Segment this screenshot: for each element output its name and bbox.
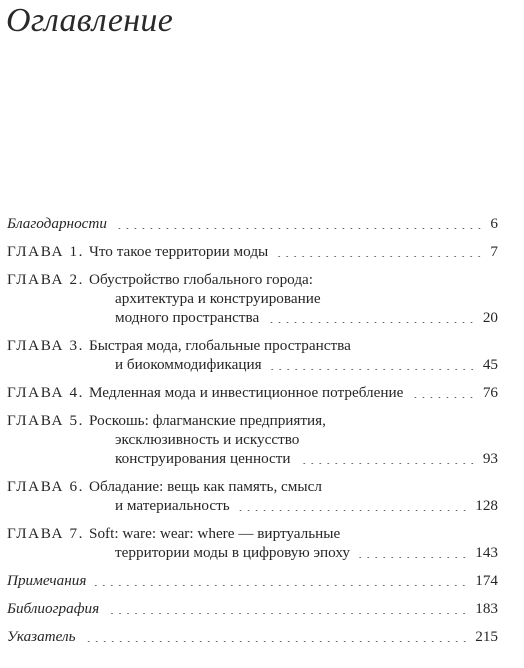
dot-leader [269,369,476,370]
toc-entry-title: Soft: ware: wear: where — виртуальные [89,525,341,542]
dot-leader [106,613,468,614]
toc-page-number: 183 [475,600,498,617]
toc-entry-chapter-4[interactable] [7,383,498,402]
toc-entry-title: Библиография [7,600,100,617]
toc-entry-title: Медленная мода и инвестиционное потребление [89,384,404,401]
toc-page-number: 143 [475,544,498,561]
toc-entry-title-continued: эксклюзивность и искусство [115,431,300,448]
toc-entry-chapter-6[interactable] [7,477,498,515]
toc-entry-title: Обустройство глобального города: [89,271,314,288]
chapter-label: ГЛАВА 3. [7,337,85,354]
toc-entry-notes[interactable] [7,571,498,590]
dot-leader [266,322,476,323]
toc-entry-title-continued: и биокоммодификация [115,356,262,373]
toc-entry-chapter-7[interactable] [7,524,498,562]
toc-entry-title: Что такое территории моды [89,243,269,260]
toc-entry-title: Быстрая мода, глобальные пространства [89,337,351,354]
dot-leader [114,228,483,229]
toc-entry-chapter-2[interactable] [7,270,498,327]
toc-entry-acknowledgements[interactable] [7,214,498,233]
chapter-label: ГЛАВА 5. [7,412,85,429]
dot-leader [275,256,483,257]
chapter-label: ГЛАВА 1. [7,243,85,260]
dot-leader [93,585,468,586]
toc-entry-title-continued: модного пространства [115,309,260,326]
toc-entry-title: Указатель [7,628,76,645]
toc-entry-chapter-5[interactable] [7,411,498,468]
toc-page-number: 128 [475,497,498,514]
toc-entry-title-continued: архитектура и конструирование [115,290,321,307]
dot-leader [83,641,469,642]
toc-entry-title: Обладание: вещь как память, смысл [89,478,322,495]
toc-entry-index[interactable] [7,627,498,646]
toc-page-number: 215 [475,628,498,645]
toc-entry-title-continued: и материальность [115,497,230,514]
toc-entry-title-continued: конструирования ценности [115,450,291,467]
toc-entry-title-continued: территории моды в цифровую эпоху [115,544,350,561]
chapter-label: ГЛАВА 2. [7,271,85,288]
dot-leader [298,463,476,464]
page-title: Оглавление [6,2,174,39]
toc-page-number: 174 [475,572,498,589]
chapter-label: ГЛАВА 6. [7,478,85,495]
toc-entry-title: Роскошь: флагманские предприятия, [89,412,326,429]
toc-page-number: 45 [482,356,498,373]
dot-leader [357,557,468,558]
toc-entry-chapter-3[interactable] [7,336,498,374]
toc-page-number: 7 [490,243,498,260]
table-of-contents [7,214,498,646]
toc-entry-title: Благодарности [7,215,107,232]
toc-entry-bibliography[interactable] [7,599,498,618]
toc-page-number: 93 [482,450,498,467]
toc-entry-chapter-1[interactable] [7,242,498,261]
dot-leader [237,510,469,511]
dot-leader [410,397,475,398]
toc-entry-title: Примечания [7,572,87,589]
chapter-label: ГЛАВА 7. [7,525,85,542]
chapter-label: ГЛАВА 4. [7,384,85,401]
toc-page-number: 20 [482,309,498,326]
toc-page-number: 6 [490,215,498,232]
toc-page-number: 76 [482,384,498,401]
